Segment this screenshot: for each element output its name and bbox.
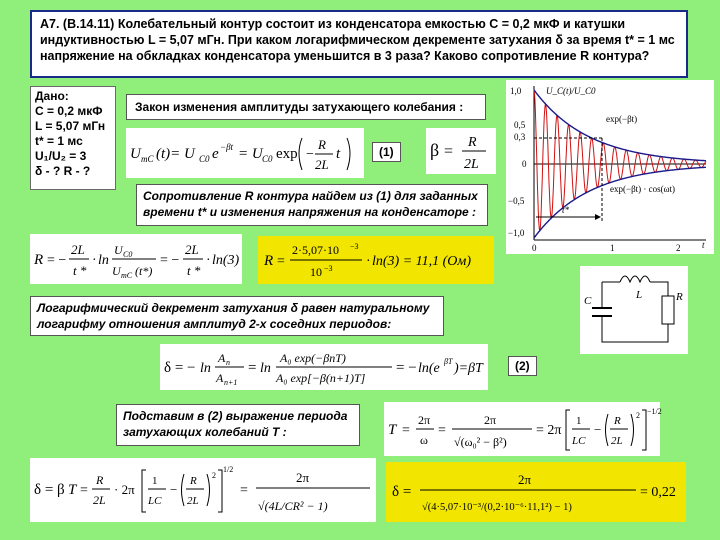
svg-text:n+1: n+1: [224, 378, 238, 387]
given-line: C = 0,2 мкФ: [35, 104, 103, 118]
svg-text:−βt: −βt: [220, 142, 234, 152]
decrement-text-content: Логарифмический декремент затухания δ равен натуральному логарифму отношения амплитуд 2-х соседних периодов:: [37, 301, 430, 331]
inductor-label: L: [636, 289, 643, 301]
y-tick-05: 0,5: [514, 120, 526, 130]
svg-text:mC: mC: [141, 154, 154, 164]
svg-text:U: U: [114, 243, 123, 257]
svg-text:−1/2: −1/2: [647, 407, 662, 416]
svg-text:2L: 2L: [464, 157, 479, 172]
svg-text:δ = −: δ = −: [164, 360, 196, 376]
svg-text:= −: = −: [47, 253, 67, 268]
svg-text:−: −: [306, 147, 314, 162]
svg-text:= 2π: = 2π: [536, 423, 562, 438]
svg-text:)=: )=: [454, 361, 469, 376]
svg-text:ln(3) = 11,1 (Ом): ln(3) = 11,1 (Ом): [372, 254, 471, 269]
svg-text:=: =: [240, 483, 248, 498]
given-line: t* = 1 мс: [35, 134, 83, 148]
svg-text:LC: LC: [148, 495, 162, 507]
formula-delta-full: [30, 458, 376, 522]
svg-text:ln: ln: [98, 253, 109, 268]
svg-text:= −: = −: [396, 360, 417, 376]
formula-t: [384, 402, 660, 456]
substitute-text: [116, 404, 360, 446]
y-tick-03: 0,3: [514, 132, 526, 142]
law-title: Закон изменения амплитуды затухающего колебания :: [126, 94, 486, 120]
svg-text:1/2: 1/2: [223, 465, 234, 474]
svg-text:·: ·: [92, 253, 97, 268]
x-tick-1: 1: [610, 243, 615, 253]
formula-delta-svg: [160, 344, 488, 390]
svg-text:·: ·: [366, 254, 371, 269]
svg-text:R: R: [34, 252, 44, 268]
formula-delta: [160, 344, 488, 390]
svg-text:2·5,07·10: 2·5,07·10: [292, 243, 339, 257]
svg-text:δ =: δ =: [392, 484, 412, 500]
svg-text:n: n: [226, 358, 230, 367]
decrement-text: [30, 296, 444, 336]
resistor-label: R: [676, 291, 683, 303]
svg-text:·: ·: [206, 253, 211, 268]
svg-text:A: A: [216, 371, 224, 385]
svg-text:= U: = U: [238, 146, 263, 162]
svg-text:2L: 2L: [611, 435, 623, 447]
given-line: U₁/U₂ = 3: [35, 149, 87, 163]
svg-text:C0: C0: [199, 154, 210, 164]
svg-text:βT: βT: [468, 361, 483, 376]
svg-text:2π: 2π: [418, 413, 431, 427]
capacitor-label: C: [584, 295, 592, 307]
formula-t-svg: [384, 402, 660, 456]
svg-text:R: R: [318, 137, 326, 152]
resistance-text: [136, 184, 488, 226]
curve-label-uc: U_C(t)/U_C0: [546, 86, 596, 96]
y-tick-bottom: −1,0: [508, 228, 525, 238]
eq2-tag: (2): [508, 356, 537, 376]
svg-text:U: U: [112, 264, 121, 278]
svg-text:R: R: [614, 415, 621, 427]
damped-oscillation-chart: [506, 80, 714, 254]
chart-svg: [506, 80, 714, 254]
resistance-text-content: Сопротивление R контура найдем из (1) для заданных времени t* и изменения напряжения на конденсаторе :: [143, 189, 478, 219]
y-tick-neg: −0,5: [508, 196, 525, 206]
formula-beta: [426, 128, 496, 174]
svg-text:C0: C0: [262, 154, 273, 164]
problem-text: А7. (В.14.11) Колебательный контур состоит из конденсатора емкостью C = 0,2 мкФ и катушки индуктивностью L = 5,07 мГн. При каком логарифмическом декременте затухания δ за время t* = 1 мс напряжение на обкладках конденсатора уменьшится в 3 раза? Каково сопротивление R контура?: [40, 17, 675, 63]
x-tick-zero: 0: [532, 243, 537, 253]
curve-label-exp: exp(−βt): [606, 114, 638, 124]
problem-statement: [30, 10, 688, 78]
svg-text:=: =: [402, 423, 410, 438]
svg-text:A₀ exp(−βnT): A₀ exp(−βnT): [280, 351, 346, 365]
svg-text:T: T: [68, 482, 77, 498]
svg-text:= −: = −: [160, 253, 180, 268]
svg-text:ω: ω: [420, 433, 428, 447]
svg-text:βT: βT: [444, 357, 453, 366]
svg-text:√(4·5,07·10⁻³/(0,2·10⁻⁶·11,1²): √(4·5,07·10⁻³/(0,2·10⁻⁶·11,1²) − 1): [422, 502, 572, 513]
svg-text:(t)= U: (t)= U: [156, 146, 195, 162]
svg-text:−: −: [170, 482, 178, 497]
svg-text:=: =: [80, 483, 88, 498]
x-tick-2: 2: [676, 243, 681, 253]
eq1-tag: (1): [372, 142, 401, 162]
y-tick-zero: 0: [522, 159, 527, 169]
svg-text:R: R: [468, 135, 477, 150]
circuit-diagram: [580, 266, 688, 354]
given-line: δ - ? R - ?: [35, 164, 91, 178]
svg-text:2L: 2L: [315, 157, 329, 172]
svg-text:2: 2: [636, 411, 640, 420]
svg-text:=: =: [248, 360, 257, 376]
svg-text:−: −: [594, 422, 602, 437]
svg-text:· 2π: · 2π: [114, 482, 135, 497]
given-line: L = 5,07 мГн: [35, 119, 106, 133]
svg-text:T: T: [388, 422, 397, 438]
formula-beta-svg: [426, 128, 496, 174]
svg-text:1: 1: [152, 475, 158, 487]
svg-text:ln(3): ln(3): [212, 253, 240, 268]
formula-delta-num: [386, 462, 686, 522]
svg-text:=: =: [277, 254, 285, 269]
formula-r-num: [258, 236, 494, 284]
svg-text:1: 1: [576, 415, 582, 427]
svg-text:mC: mC: [121, 271, 133, 280]
svg-text:=: =: [438, 423, 446, 438]
svg-text:β: β: [430, 140, 440, 160]
formula-delta-full-svg: [30, 458, 376, 522]
svg-text:A₀ exp[−β(n+1)T]: A₀ exp[−β(n+1)T]: [276, 371, 366, 385]
svg-text:δ = β: δ = β: [34, 482, 65, 498]
svg-text:LC: LC: [572, 435, 586, 447]
svg-text:=: =: [444, 143, 454, 160]
tstar-label: t*: [562, 205, 570, 215]
svg-text:R: R: [264, 253, 274, 269]
formula-r-svg: [30, 234, 242, 284]
svg-text:√(ω₀² − β²): √(ω₀² − β²): [454, 435, 507, 449]
circuit-svg: [580, 266, 688, 354]
svg-text:10: 10: [310, 265, 322, 279]
formula-law: [126, 128, 364, 178]
svg-text:2L: 2L: [185, 242, 199, 257]
svg-text:2π: 2π: [296, 470, 310, 485]
svg-text:2: 2: [212, 471, 216, 480]
svg-text:R: R: [96, 473, 104, 487]
svg-text:−3: −3: [324, 264, 333, 273]
svg-text:−3: −3: [350, 242, 359, 251]
svg-text:R: R: [190, 475, 197, 487]
svg-text:C0: C0: [123, 250, 133, 259]
formula-delta-num-svg: [386, 462, 686, 522]
svg-text:ln: ln: [260, 361, 271, 376]
svg-text:2π: 2π: [484, 413, 497, 427]
x-axis-label: t: [702, 240, 705, 250]
svg-text:e: e: [212, 146, 219, 162]
svg-text:2L: 2L: [187, 495, 199, 507]
svg-text:exp: exp: [276, 146, 298, 162]
svg-text:= 0,22: = 0,22: [640, 485, 676, 500]
svg-text:(t*): (t*): [135, 264, 153, 278]
resistor-icon: [662, 296, 674, 324]
svg-text:U: U: [130, 146, 141, 162]
svg-text:ln(e: ln(e: [418, 361, 440, 376]
svg-text:√(4L/CR² − 1): √(4L/CR² − 1): [258, 499, 328, 513]
svg-text:t *: t *: [73, 263, 87, 278]
given-line: Дано:: [35, 89, 69, 103]
svg-text:2L: 2L: [93, 493, 106, 507]
svg-text:2L: 2L: [71, 242, 85, 257]
svg-text:t *: t *: [187, 263, 201, 278]
given-box: [30, 86, 116, 190]
substitute-text-content: Подставим в (2) выражение периода затухающих колебаний T :: [123, 409, 348, 439]
svg-text:t: t: [336, 146, 341, 162]
curve-label-expcos: exp(−βt) · cos(ωt): [610, 184, 676, 194]
formula-r: [30, 234, 242, 284]
svg-text:A: A: [218, 351, 226, 365]
formula-law-svg: [126, 128, 364, 178]
svg-text:ln: ln: [200, 361, 211, 376]
inductor-icon: [620, 276, 650, 282]
y-tick-top: 1,0: [510, 86, 522, 96]
formula-r-num-svg: [258, 236, 494, 284]
svg-text:2π: 2π: [518, 472, 532, 487]
